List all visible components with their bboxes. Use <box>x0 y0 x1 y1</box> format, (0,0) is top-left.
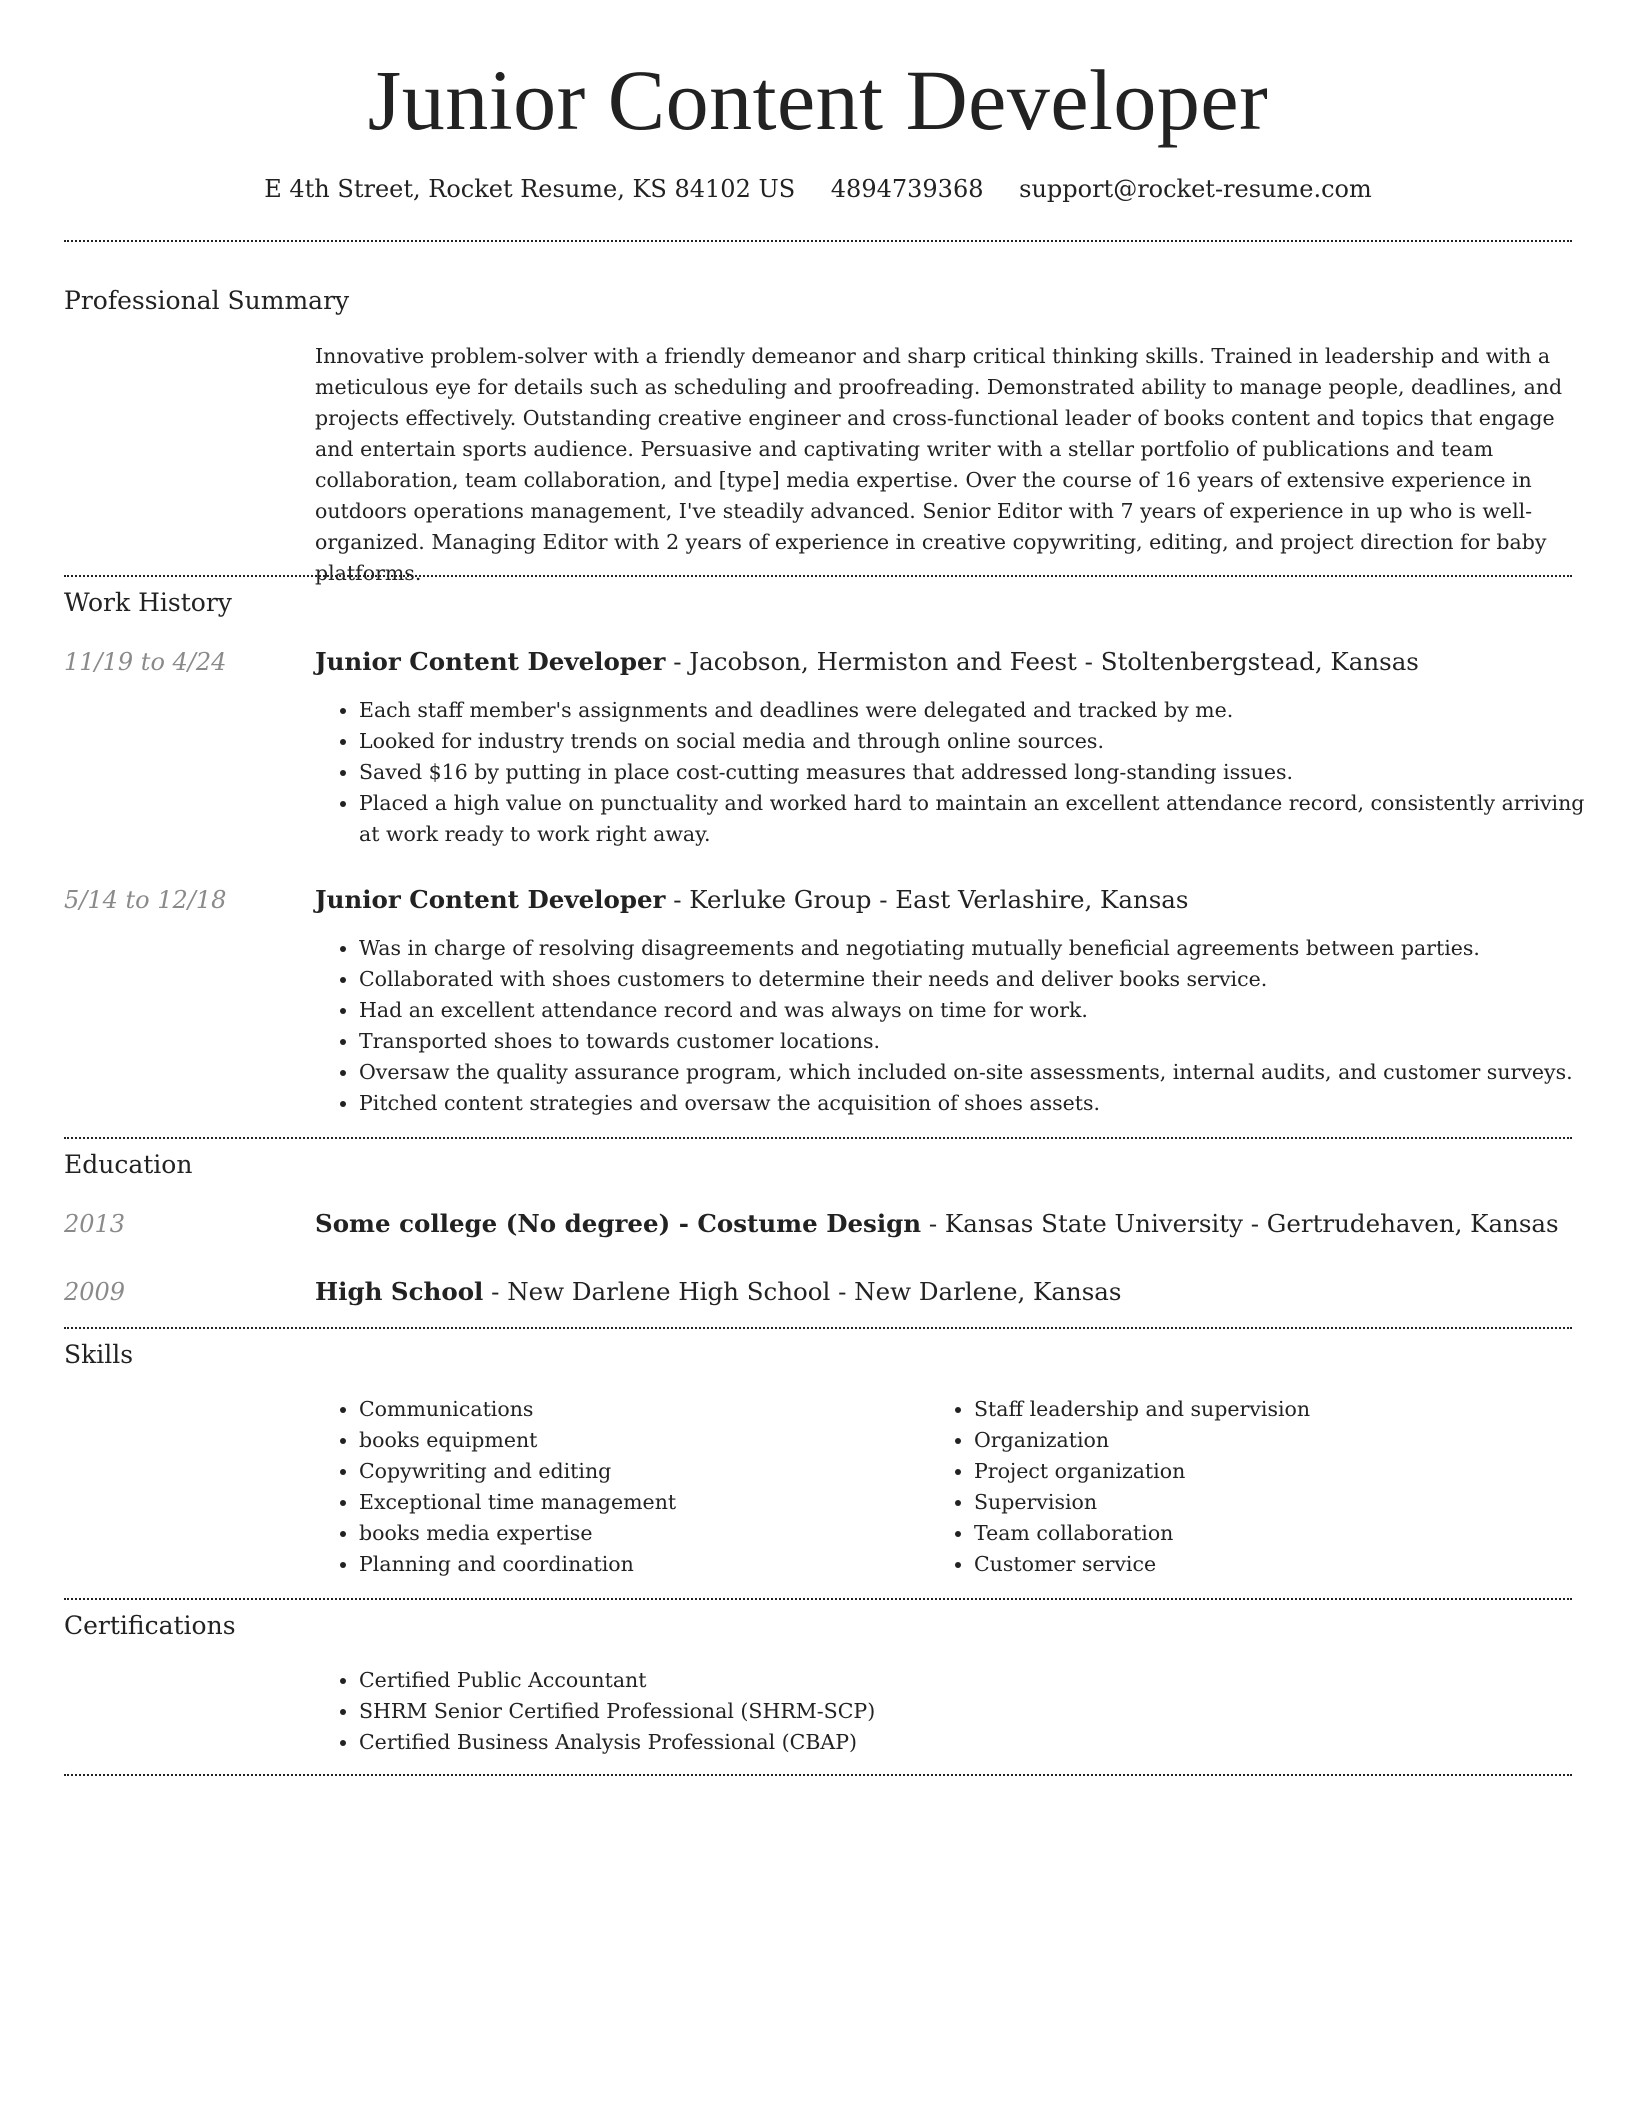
job-bullets <box>315 933 1599 1119</box>
list-item: • Each staff member's assignments and deadlines were delegated and tracked by me. <box>359 695 1599 726</box>
list-item: • books equipment <box>359 1425 919 1456</box>
education-degree: High School <box>315 1277 484 1306</box>
job-heading <box>315 883 1575 917</box>
list-item: • Had an excellent attendance record and was always on time for work. <box>359 995 1599 1026</box>
section-title-skills: Skills <box>64 1340 134 1369</box>
certifications-list <box>315 1665 1599 1758</box>
job-bullets <box>315 695 1599 850</box>
job-role: Junior Content Developer <box>315 647 666 676</box>
section-title-summary: Professional Summary <box>64 286 350 315</box>
section-divider <box>64 1137 1572 1139</box>
list-item: • Supervision <box>974 1487 1574 1518</box>
list-item: • Looked for industry trends on social media and through online sources. <box>359 726 1599 757</box>
list-item: • Pitched content strategies and oversaw the acquisition of shoes assets. <box>359 1088 1599 1119</box>
list-item: • Certified Business Analysis Professional (CBAP) <box>359 1727 1599 1758</box>
list-item: • Was in charge of resolving disagreements and negotiating mutually beneficial agreements between parties. <box>359 933 1599 964</box>
education-details: - New Darlene High School - New Darlene, Kansas <box>483 1277 1122 1306</box>
list-item: • Certified Public Accountant <box>359 1665 1599 1696</box>
list-item: • Saved $16 by putting in place cost-cutting measures that addressed long-standing issues. <box>359 757 1599 788</box>
contact-phone: 4894739368 <box>830 175 984 203</box>
list-item: • Exceptional time management <box>359 1487 919 1518</box>
list-item: • Collaborated with shoes customers to determine their needs and deliver books service. <box>359 964 1599 995</box>
contact-line <box>64 172 1572 206</box>
education-heading <box>315 1207 1575 1241</box>
list-item: • Customer service <box>974 1549 1574 1580</box>
job-dates: 11/19 to 4/24 <box>64 648 227 676</box>
job-heading <box>315 645 1575 679</box>
list-item: • Communications <box>359 1394 919 1425</box>
list-item: • Organization <box>974 1425 1574 1456</box>
education-degree: Some college (No degree) - Costume Design <box>315 1209 922 1238</box>
list-item: • Planning and coordination <box>359 1549 919 1580</box>
list-item: • SHRM Senior Certified Professional (SHRM-SCP) <box>359 1696 1599 1727</box>
section-divider <box>64 1774 1572 1776</box>
list-item: • books media expertise <box>359 1518 919 1549</box>
section-title-work: Work History <box>64 588 232 617</box>
contact-email: support@rocket-resume.com <box>1019 175 1372 203</box>
contact-address: E 4th Street, Rocket Resume, KS 84102 US <box>264 175 796 203</box>
list-item: • Copywriting and editing <box>359 1456 919 1487</box>
list-item: • Team collaboration <box>974 1518 1574 1549</box>
list-item: • Oversaw the quality assurance program, which included on-site assessments, internal audits, and customer surveys. <box>359 1057 1599 1088</box>
education-year: 2013 <box>64 1210 126 1238</box>
section-divider <box>64 240 1572 242</box>
section-title-certifications: Certifications <box>64 1611 236 1640</box>
skills-list-right <box>930 1394 1574 1580</box>
list-item: • Staff leadership and supervision <box>974 1394 1574 1425</box>
list-item: • Transported shoes to towards customer locations. <box>359 1026 1599 1057</box>
section-divider <box>64 575 1572 577</box>
education-details: - Kansas State University - Gertrudehaven, Kansas <box>921 1209 1559 1238</box>
education-heading <box>315 1275 1575 1309</box>
list-item: • Placed a high value on punctuality and worked hard to maintain an excellent attendance record, consistently arriving at work ready to work right away. <box>359 788 1599 850</box>
job-details: - Jacobson, Hermiston and Feest - Stoltenbergstead, Kansas <box>665 647 1419 676</box>
summary-text: Innovative problem-solver with a friendly demeanor and sharp critical thinking skills. Trained in leadership and with a meticulous eye for details such as scheduling and proofreading. Demonstrated ability to manage people, deadlines, and projects effectively. Outstanding creative engineer and cross-functional leader of books content and topics that engage and entertain sports audience. Persuasive and captivating writer with a stellar portfolio of publications and team collaboration, team collaboration, and [type] media expertise. Over the course of 16 years of extensive experience in outdoors operations management, I've steadily advanced. Senior Editor with 7 years of experience in up who is well-organized. Managing Editor with 2 years of experience in creative copywriting, editing, and project direction for baby platforms. <box>315 344 1563 585</box>
section-divider <box>64 1327 1572 1329</box>
skills-list-left <box>315 1394 919 1580</box>
education-year: 2009 <box>64 1278 126 1306</box>
job-role: Junior Content Developer <box>315 885 666 914</box>
section-divider <box>64 1598 1572 1600</box>
section-title-education: Education <box>64 1150 193 1179</box>
list-item: • Project organization <box>974 1456 1574 1487</box>
candidate-name: Junior Content Developer <box>367 52 1269 148</box>
resume-header <box>64 40 1572 206</box>
job-dates: 5/14 to 12/18 <box>64 886 227 914</box>
job-details: - Kerluke Group - East Verlashire, Kansas <box>665 885 1189 914</box>
